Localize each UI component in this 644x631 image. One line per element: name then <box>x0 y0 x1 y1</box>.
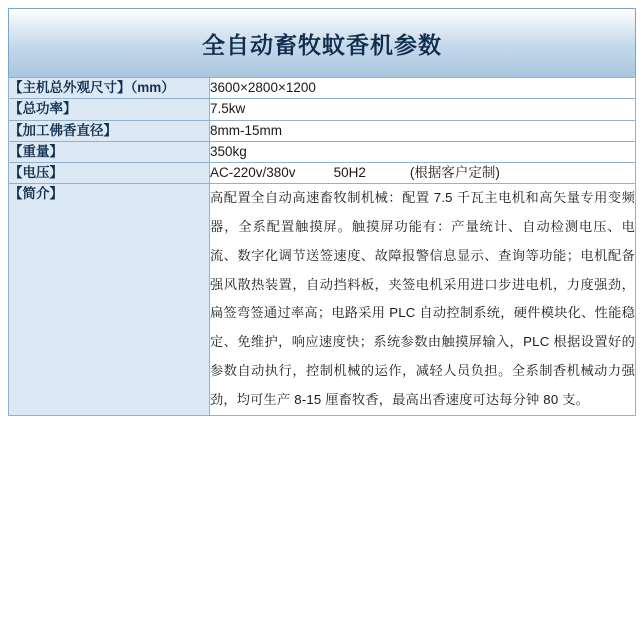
voltage-note: (根据客户定制) <box>409 165 500 180</box>
spec-value-voltage <box>210 163 636 184</box>
spec-value-power: 7.5kw <box>210 99 636 120</box>
table-row <box>9 78 636 99</box>
document-title-bar <box>8 8 636 77</box>
spec-value-dimensions: 3600×2800×1200 <box>210 78 636 99</box>
table-row <box>9 120 636 141</box>
table-row <box>9 163 636 184</box>
table-row <box>9 141 636 162</box>
intro-paragraph: 高配置全自动高速畜牧制机械：配置 7.5 千瓦主电机和高矢量专用变频器，全系配置触摸屏。触摸屏功能有：产量统计、自动检测电压、电流、数字化调节送签速度、故障报警信息显示、查询等功能；电机配备强风散热装置，自动挡料板，夹签电机采用进口步进电机，力度强劲，扁签弯签通过率高；电路采用 PLC 自动控制系统，硬件模块化、性能稳定、免维护，响应速度快；系统参数由触摸屏输入，PLC 根据设置好的参数自动执行，控制机械的运作，减轻人员负担。全系制香机械动力强劲，均可生产 8-15 厘畜牧香，最高出香速度可达每分钟 80 支。 <box>210 190 635 407</box>
spec-value-weight: 350kg <box>210 141 636 162</box>
spec-label-power: 【总功率】 <box>9 99 210 120</box>
table-row <box>9 99 636 120</box>
spec-label-voltage: 【电压】 <box>9 163 210 184</box>
voltage-main: AC-220v/380v <box>210 165 296 180</box>
spec-label-dimensions: 【主机总外观尺寸】（mm） <box>9 78 210 99</box>
voltage-frequency: 50H2 <box>333 165 366 180</box>
spec-label-weight: 【重量】 <box>9 141 210 162</box>
page-title: 全自动畜牧蚊香机参数 <box>202 31 442 58</box>
spec-label-diameter: 【加工佛香直径】 <box>9 120 210 141</box>
spec-value-intro <box>210 184 636 415</box>
specification-table <box>8 77 636 416</box>
table-row <box>9 184 636 415</box>
spec-value-diameter: 8mm-15mm <box>210 120 636 141</box>
spec-label-intro: 【简介】 <box>9 184 210 415</box>
